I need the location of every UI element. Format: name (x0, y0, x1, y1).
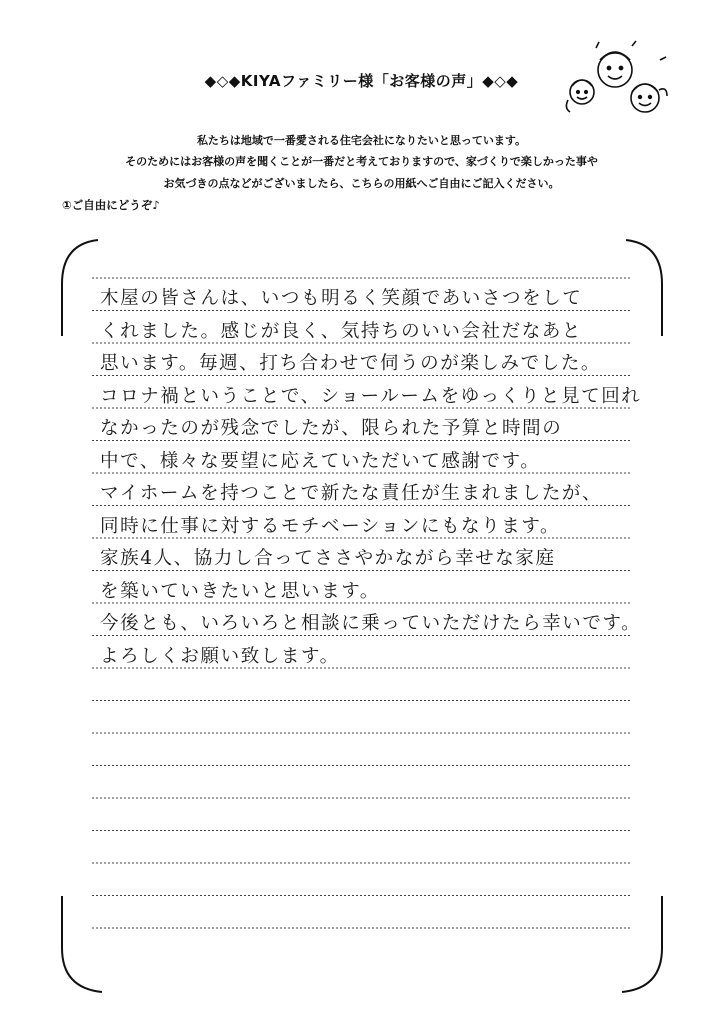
message-line: 同時に仕事に対するモチベーションにもなります。 (100, 515, 561, 537)
intro-line-1: 私たちは地域で一番愛される住宅会社になりたいと思っています。 (196, 134, 527, 147)
message-line: 家族4人、協力し合ってささやかながら幸せな家庭 (100, 548, 556, 569)
message-line: 今後とも、いろいろと相談に乗っていただけたら幸いです。 (100, 613, 642, 634)
message-line: 思います。毎週、打ち合わせで伺うのが楽しみでした。 (100, 353, 602, 374)
prompt-label: ①ご自由にどうぞ♪ (62, 198, 160, 212)
family-faces-icon (560, 40, 670, 120)
message-line: 木屋の皆さんは、いつも明るく笑顔であいさつをして (100, 288, 583, 309)
message-line: くれました。感じが良く、気持ちのいい会社だなあと (100, 320, 583, 342)
message-line: コロナ禍ということで、ショールームをゆっくりと見て回れ (100, 385, 642, 407)
message-line: を築いていきたいと思います。 (100, 580, 380, 602)
intro-line-3: お気づきの点などがございましたら、こちらの用紙へご自由にご記入ください。 (163, 177, 560, 190)
handwritten-message (100, 283, 660, 673)
message-line: なかったのが残念でしたが、限られた予算と時間の (100, 418, 563, 439)
page-title: ◆◇◆KIYAファミリー様「お客様の声」◆◇◆ (204, 72, 519, 90)
message-line: 中で、様々な要望に応えていただいて感謝です。 (100, 450, 541, 472)
message-line: よろしくお願い致します。 (100, 645, 340, 667)
message-line: マイホームを持つことで新たな責任が生まれましたが、 (100, 483, 603, 504)
intro-line-2: そのためにはお客様の声を聞くことが一番だと考えておりますので、家づくりで楽しかった事や (125, 155, 598, 168)
